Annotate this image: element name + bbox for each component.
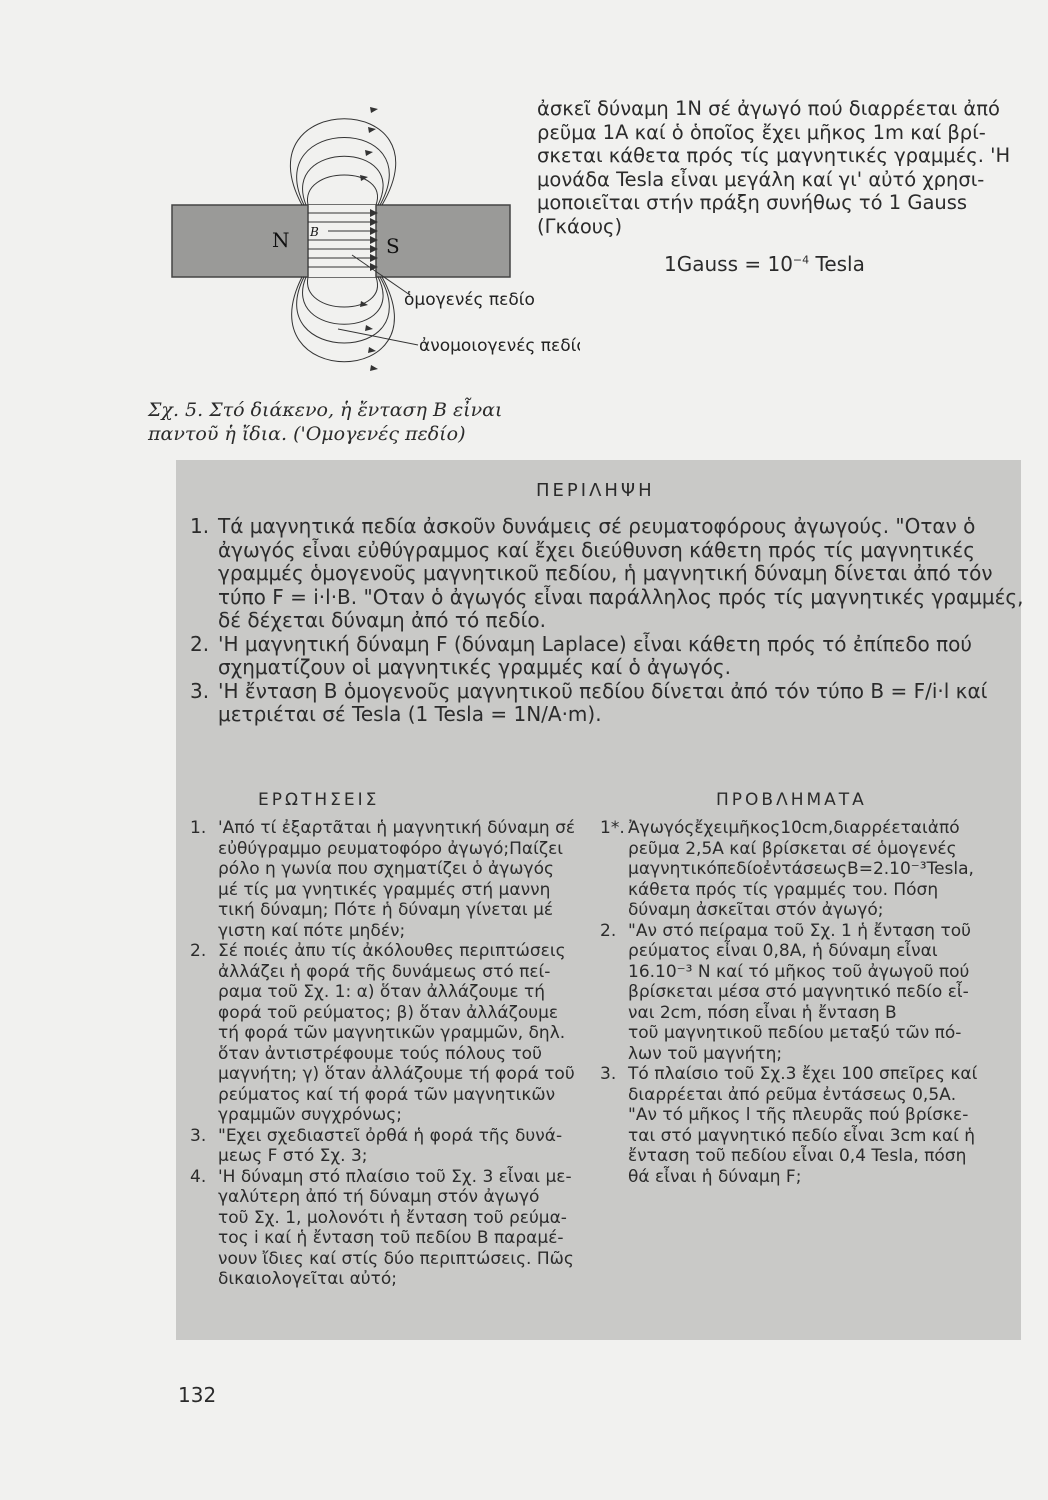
text-line	[600, 1023, 1010, 1044]
text-line	[190, 584, 1024, 610]
text-line	[190, 1003, 600, 1024]
text-line	[190, 1249, 600, 1270]
text-line	[190, 633, 1020, 657]
questions-list	[190, 818, 600, 1290]
text-line: ἀσκεῖ δύναμη 1Ν σέ ἀγωγό πού διαρρέεται ἀπό	[537, 97, 1000, 120]
line-text: "Αν στό πείραμα τοῦ Σχ. 1 ἡ ἔνταση τοῦ	[628, 920, 971, 941]
caption-line: παντοῦ ἡ ἴδια. ('Ομογενές πεδίο)	[148, 423, 466, 445]
line-text: 16.10⁻³ Ν καί τό μῆκος τοῦ ἀγωγοῦ πού	[628, 961, 970, 982]
magnet-diagram	[160, 95, 580, 385]
text-line	[600, 859, 1010, 880]
line-text: διαρρέεται ἀπό ρεῦμα ἐντάσεως 0,5Α.	[628, 1084, 957, 1105]
questions-item	[190, 1126, 600, 1167]
line-text: κάθετα πρός τίς γραμμές του. Πόση	[628, 879, 939, 900]
line-text: ρόλο η γωνία που σχηματίζει ὁ ἀγωγός	[218, 859, 554, 879]
line-text: ρεύματος καί τή φορά τῶν μαγνητικῶν	[218, 1084, 556, 1105]
magnet-field-figure	[160, 95, 580, 385]
summary-item	[190, 680, 1020, 727]
text-line	[190, 656, 1020, 680]
line-text: μετριέται σέ Tesla (1 Tesla = 1N/A·m).	[218, 702, 602, 726]
problems-item	[600, 818, 1010, 921]
item-number: 4.	[190, 1166, 207, 1187]
text-line	[600, 880, 1010, 901]
item-number: 1*.	[600, 818, 625, 838]
summary-list	[190, 514, 1024, 727]
text-line	[600, 1105, 1010, 1126]
item-number: 2.	[190, 631, 210, 656]
line-text: Ἀγωγόςἔχειμῆκος10cm,διαρρέεταιἀπό	[628, 818, 960, 838]
item-number: 1.	[190, 514, 210, 538]
formula-exponent: −4	[792, 253, 810, 267]
line-text: δέ δέχεται δύναμη ἀπό τό πεδίο.	[218, 608, 546, 632]
caption-line: Σχ. 5. Στό διάκενο, ἡ ἔνταση Β εἶναι	[148, 399, 503, 421]
text-line	[600, 900, 1010, 921]
text-line	[190, 941, 600, 962]
line-text: δικαιολογεῖται αὐτό;	[218, 1269, 397, 1289]
line-text: μαγνητικόπεδίοἐντάσεωςΒ=2.10⁻³Tesla,	[628, 859, 974, 879]
text-line	[190, 609, 1020, 633]
line-text: τική δύναμη; Πότε ἡ δύναμη γίνεται μέ	[218, 900, 554, 920]
item-number: 2.	[600, 920, 617, 941]
line-text: ρεῦμα 2,5Α καί βρίσκεται σέ ὁμογενές	[628, 838, 957, 859]
gauss-formula	[664, 252, 865, 276]
text-line	[190, 1228, 600, 1249]
text-line	[190, 680, 1020, 704]
text-line	[600, 1167, 1010, 1188]
text-line	[190, 1269, 600, 1290]
line-text: ναι 2cm, πόση εἶναι ἡ ἔνταση Β	[628, 1002, 897, 1023]
nonuniform-field-label: ἀνομοιογενές πεδίο	[419, 336, 580, 356]
line-text: μεως F στό Σχ. 3;	[218, 1146, 368, 1166]
text-line	[600, 962, 1010, 983]
text-line	[600, 818, 1010, 839]
text-line	[190, 539, 1020, 563]
pole-s-label: S	[386, 234, 400, 258]
line-text: 'Η μαγνητική δύναμη F (δύναμη Laplace) εἶναι κάθετη πρός τό ἐπίπεδο πού	[218, 631, 972, 656]
text-line	[600, 1126, 1010, 1147]
text-line	[190, 1146, 600, 1167]
summary-item	[190, 514, 1024, 633]
text-line	[190, 1023, 600, 1044]
magnet-gap	[308, 205, 376, 277]
item-number: 2.	[190, 941, 207, 961]
intro-paragraph	[537, 97, 1022, 238]
line-text: φορά τοῦ ρεύματος; β) ὅταν ἀλλάζουμε	[218, 1002, 559, 1023]
text-line	[190, 921, 600, 942]
text-line	[190, 880, 600, 901]
line-text: τοῦ Σχ. 1, μολονότι ἡ ἔνταση τοῦ ρεύμα-	[218, 1207, 567, 1228]
line-text: ραμα τοῦ Σχ. 1: α) ὅταν ἀλλάζουμε τή	[218, 982, 546, 1002]
item-number: 3.	[190, 678, 210, 703]
questions-item	[190, 1167, 600, 1290]
text-line	[600, 1085, 1010, 1106]
text-line	[190, 703, 1020, 727]
formula-left: 1Gauss = 10	[664, 252, 793, 276]
line-text: τοῦ μαγνητικοῦ πεδίου μεταξύ τῶν πό-	[628, 1023, 962, 1043]
text-line: (Γκάους)	[537, 214, 623, 238]
line-text: νουν ἴδιες καί στίς δύο περιπτώσεις. Πῶς	[218, 1248, 574, 1269]
problems-heading: ΠΡΟΒΛΗΜΑΤΑ	[716, 790, 867, 810]
text-line: μοποιεῖται στήν πράξη συνήθως τό 1 Gauss	[537, 191, 968, 214]
text-line	[600, 1044, 1010, 1065]
text-line	[190, 1208, 600, 1229]
text-line	[190, 515, 1020, 539]
line-text: σχηματίζουν οἱ μαγνητικές γραμμές καί ὁ ἀγωγός.	[218, 655, 731, 679]
text-line: ρεῦμα 1Α καί ὁ ὁποῖος ἔχει μῆκος 1m καί βρί-	[537, 120, 986, 144]
text-line	[600, 941, 1010, 962]
text-line	[600, 921, 1010, 942]
line-text: "Εχει σχεδιαστεῖ ὀρθά ἡ φορά τῆς δυνά-	[218, 1125, 563, 1146]
text-line	[190, 1167, 600, 1188]
line-text: "Αν τό μῆκος l τῆς πλευρᾶς πού βρίσκε-	[628, 1105, 969, 1125]
text-line	[190, 562, 1020, 586]
line-text: τύπο F = i·l·B. "Οταν ὁ ἀγωγός εἶναι παράλληλος πρός τίς μαγνητικές γραμμές,	[218, 584, 1024, 609]
text-line	[190, 900, 600, 921]
line-text: ὅταν ἀντιστρέφουμε τούς πόλους τοῦ	[218, 1043, 542, 1064]
line-text: δύναμη ἀσκεῖται στόν ἀγωγό;	[628, 900, 884, 920]
summary-heading: ΠΕΡΙΛΗΨΗ	[536, 480, 655, 501]
text-line	[190, 1126, 600, 1147]
page-number: 132	[178, 1383, 217, 1407]
item-number: 3.	[190, 1125, 207, 1146]
formula-unit: Tesla	[809, 252, 865, 276]
summary-item	[190, 633, 1020, 680]
line-text: 'Η δύναμη στό πλαίσιο τοῦ Σχ. 3 εἶναι με-	[218, 1166, 572, 1187]
item-number: 3.	[600, 1064, 617, 1084]
line-text: ρεύματος εἶναι 0,8Α, ἡ δύναμη εἶναι	[628, 941, 938, 961]
line-text: γραμμές ὁμογενοῦς μαγνητικοῦ πεδίου, ἡ μαγνητική δύναμη δίνεται ἀπό τόν	[218, 561, 993, 585]
pole-n-label: N	[272, 228, 290, 252]
text-line	[190, 859, 600, 880]
problems-item	[600, 1064, 1010, 1187]
text-line	[190, 1085, 600, 1106]
line-text: τος i καί ἡ ἔνταση τοῦ πεδίου Β παραμέ-	[218, 1228, 564, 1248]
line-text: θά εἶναι ἡ δύναμη F;	[628, 1166, 802, 1187]
questions-heading: ΕΡΩΤΗΣΕΙΣ	[258, 790, 380, 810]
text-line	[600, 1064, 1010, 1085]
line-text: τή φορά τῶν μαγνητικῶν γραμμῶν, δηλ.	[218, 1023, 566, 1043]
item-number: 1.	[190, 818, 207, 838]
line-text: βρίσκεται μέσα στό μαγνητικό πεδίο εἶ-	[628, 982, 969, 1002]
text-line	[190, 839, 600, 860]
text-line	[190, 982, 600, 1003]
text-line	[600, 1003, 1010, 1024]
uniform-field-label: ὁμογενές πεδίο	[404, 290, 535, 310]
line-text: ἔνταση τοῦ πεδίου εἶναι 0,4 Tesla, πόση	[628, 1146, 967, 1166]
text-line	[600, 982, 1010, 1003]
line-text: μέ τίς μα γνητικές γραμμές στή μαννη	[218, 879, 551, 900]
line-text: ἀγωγός εἶναι εὐθύγραμμος καί ἔχει διεύθυνση κάθετη πρός τίς μαγνητικές	[218, 537, 975, 562]
text-line	[600, 839, 1010, 860]
line-text: 'Από τί ἐξαρτᾶται ἡ μαγνητική δύναμη σέ	[218, 818, 576, 838]
line-text: γαλύτερη ἀπό τή δύναμη στόν ἀγωγό	[218, 1187, 540, 1207]
line-text: μαγνήτη; γ) ὅταν ἀλλάζουμε τή φορά τοῦ	[218, 1064, 575, 1084]
line-text: λων τοῦ μαγνήτη;	[628, 1043, 783, 1064]
text-line	[190, 1105, 600, 1126]
line-text: εὐθύγραμμο ρευματοφόρο ἀγωγό;Παίζει	[218, 838, 564, 859]
line-text: Τό πλαίσιο τοῦ Σχ.3 ἔχει 100 σπεῖρες καί	[628, 1064, 978, 1084]
line-text: 'Η ἔνταση Β ὁμογενοῦς μαγνητικοῦ πεδίου δίνεται ἀπό τόν τύπο Β = F/i·l καί	[218, 678, 988, 703]
text-line	[190, 1187, 600, 1208]
text-line: μονάδα Tesla εἶναι μεγάλη καί γι' αὐτό χρησι-	[537, 167, 985, 191]
line-text: ται στό μαγνητικό πεδίο εἶναι 3cm καί ἡ	[628, 1125, 976, 1146]
line-text: Σέ ποιές ἀπυ τίς ἀκόλουθες περιπτώσεις	[218, 941, 566, 961]
line-text: γιστη καί πότε μηδέν;	[218, 920, 406, 941]
problems-list	[600, 818, 1010, 1187]
text-line	[190, 1064, 600, 1085]
line-text: γραμμῶν συγχρόνως;	[218, 1105, 402, 1125]
line-text: Τά μαγνητικά πεδία ἀσκοῦν δυνάμεις σέ ρευματοφόρους ἀγωγούς. "Οταν ὁ	[218, 514, 976, 538]
text-line	[600, 1146, 1010, 1167]
questions-item	[190, 941, 600, 1126]
line-text: ἀλλάζει ἡ φορά τῆς δυνάμεως στό πεί-	[218, 961, 551, 982]
questions-item	[190, 818, 600, 941]
text-line	[190, 1044, 600, 1065]
text-line: σκεται κάθετα πρός τίς μαγνητικές γραμμές. 'Η	[537, 144, 1011, 167]
text-line	[190, 962, 600, 983]
figure-caption	[148, 398, 518, 446]
problems-item	[600, 921, 1010, 1065]
b-vector-label: B	[310, 225, 319, 239]
text-line	[190, 818, 600, 839]
